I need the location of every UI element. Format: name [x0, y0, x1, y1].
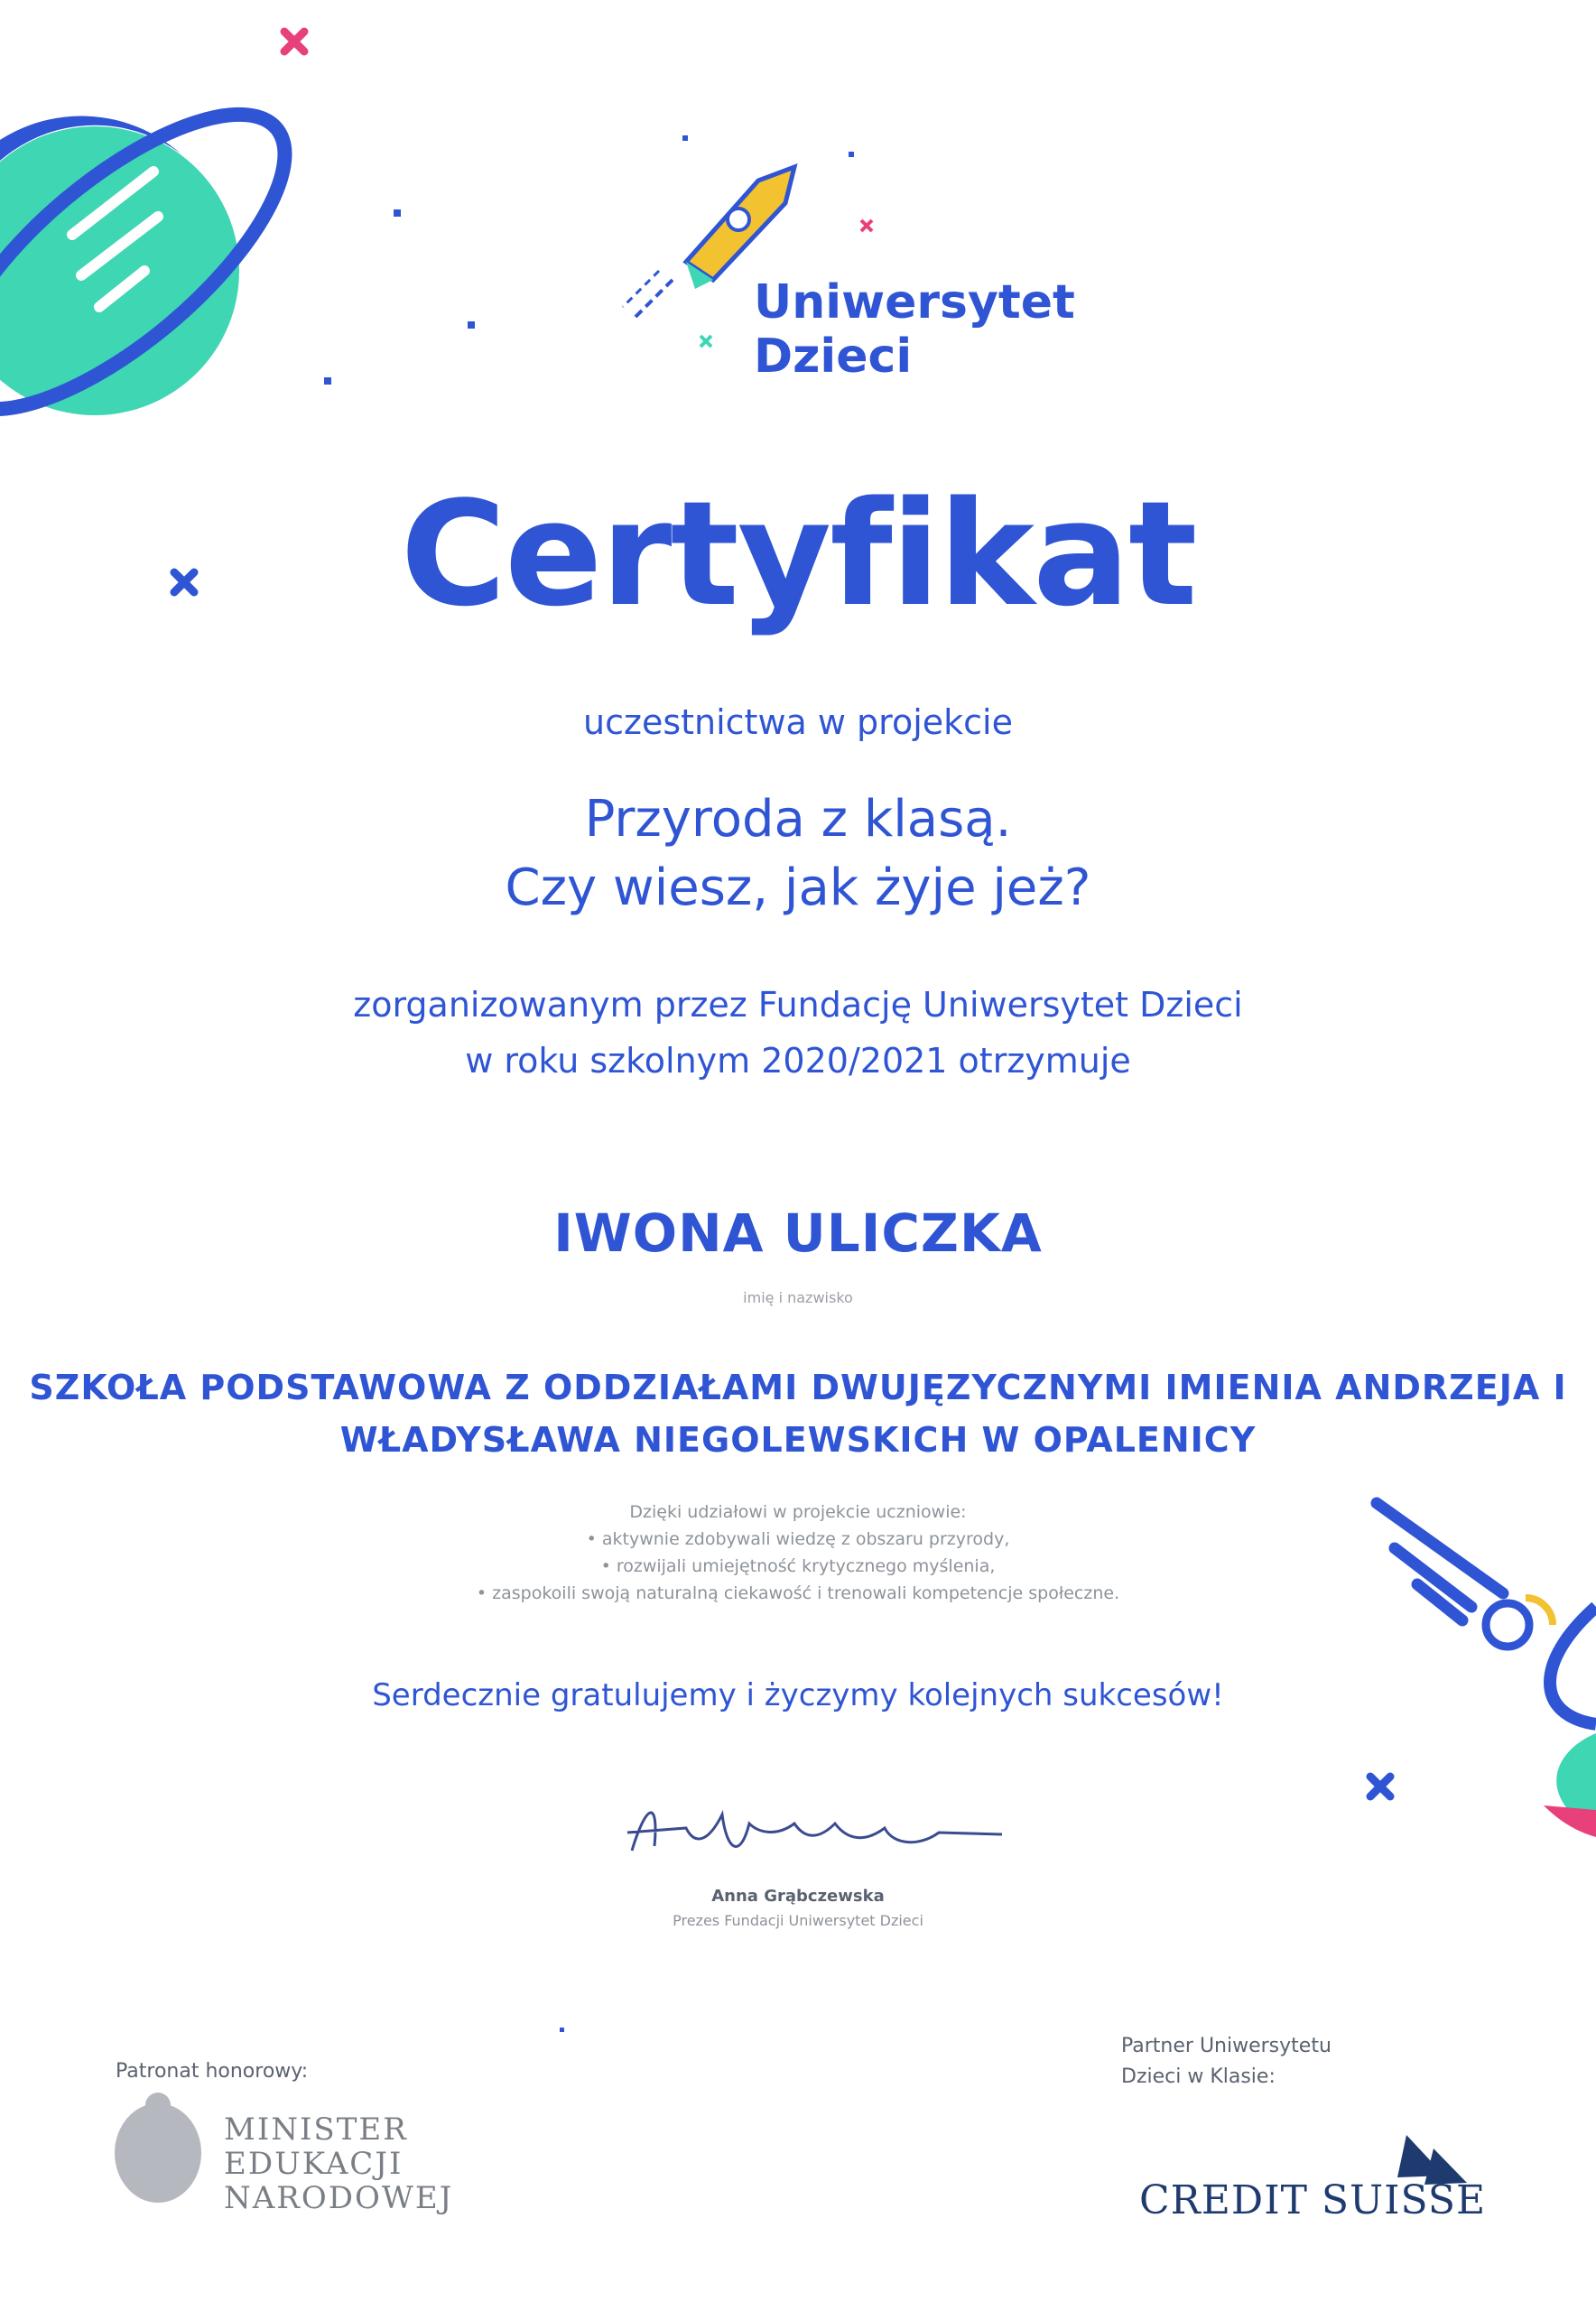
logo-line1: Uniwersytet — [754, 275, 1075, 329]
organizer-line1: zorganizowanym przez Fundację Uniwersytet Dzieci — [353, 985, 1243, 1025]
cross-blue-right — [1370, 1777, 1390, 1796]
signature-scribble — [627, 1813, 1002, 1851]
signatory-role: Prezes Fundacji Uniwersytet Dzieci — [673, 1912, 923, 1929]
school-line1: SZKOŁA PODSTAWOWA Z ODDZIAŁAMI DWUJĘZYCZNYMI IMIENIA ANDRZEJA I — [29, 1368, 1567, 1407]
project-line1: Przyroda z klasą. — [584, 790, 1012, 849]
outcome-item: • rozwijali umiejętność krytycznego myślenia, — [600, 1556, 996, 1576]
school-line2: WŁADYSŁAWA NIEGOLEWSKICH W OPALENICY — [339, 1420, 1257, 1460]
intro-text: uczestnictwa w projekcie — [583, 702, 1013, 742]
certificate-title: Certyfikat — [400, 469, 1196, 638]
outcomes-list — [0, 1499, 1596, 1607]
cross-pink-top — [284, 32, 304, 51]
project-name — [0, 785, 1596, 923]
star-pink — [861, 220, 872, 231]
organizer-text — [0, 977, 1596, 1089]
credit-suisse-logo-text: CREDIT SUISSE — [1139, 2177, 1487, 2223]
recipient-caption: imię i nazwisko — [743, 1289, 853, 1306]
outcome-item: • zaspokoili swoją naturalną ciekawość i trenowali kompetencje społeczne. — [476, 1583, 1120, 1603]
partner-label-line1: Partner Uniwersytetu — [1121, 2035, 1332, 2057]
signatory-name: Anna Grąbczewska — [711, 1887, 885, 1906]
planet-illustration — [0, 66, 329, 458]
partner-label — [1121, 2031, 1332, 2093]
ministry-line3: NARODOWEJ — [224, 2180, 454, 2216]
partner-label-line2: Dzieci w Klasie: — [1121, 2065, 1276, 2088]
logo-text — [754, 275, 1075, 384]
eagle-emblem-icon — [115, 2093, 201, 2203]
star-teal — [701, 336, 711, 347]
outcomes-intro: Dzięki udziałowi w projekcie uczniowie: — [629, 1502, 967, 1522]
outcome-item: • aktywnie zdobywali wiedzę z obszaru przyrody, — [586, 1529, 1010, 1549]
ministry-logo-text — [224, 2112, 453, 2215]
ministry-line1: MINISTER — [224, 2111, 408, 2148]
recipient-name: IWONA ULICZKA — [553, 1202, 1043, 1264]
patron-label: Patronat honorowy: — [116, 2060, 309, 2083]
school-name — [0, 1361, 1596, 1466]
ministry-line2: EDUKACJI — [224, 2146, 404, 2182]
logo-line2: Dzieci — [754, 329, 913, 384]
congratulations-text: Serdecznie gratulujemy i życzymy kolejnych sukcesów! — [372, 1677, 1224, 1713]
project-line2: Czy wiesz, jak żyje jeż? — [505, 859, 1091, 917]
organizer-line2: w roku szkolnym 2020/2021 otrzymuje — [465, 1041, 1131, 1081]
